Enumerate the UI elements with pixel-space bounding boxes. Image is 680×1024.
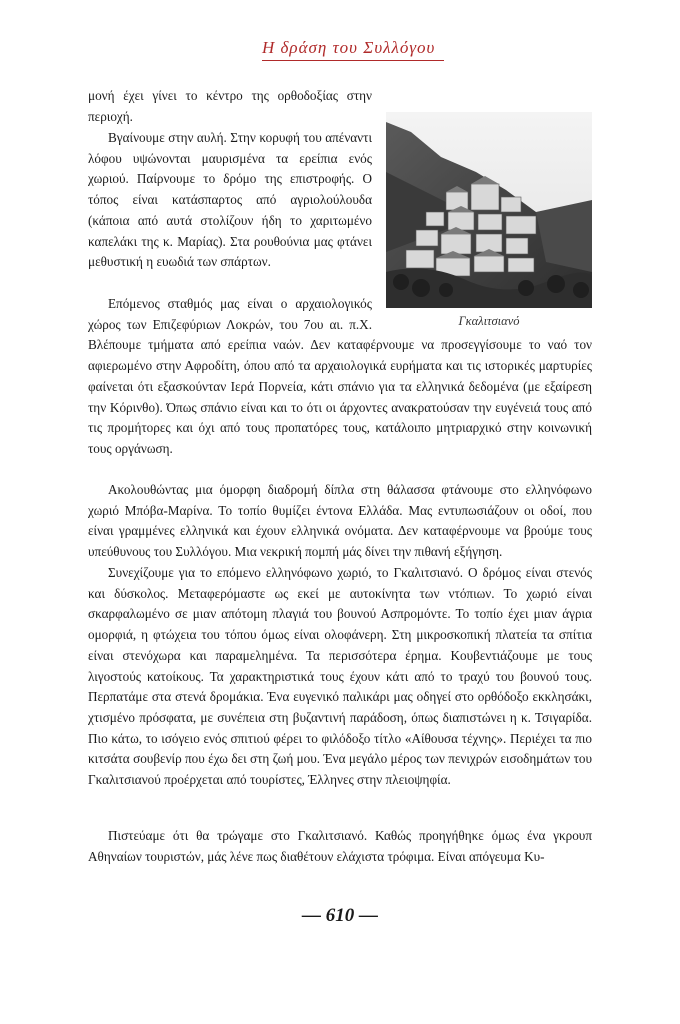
paragraph: Βγαίνουμε στην αυλή. Στην κορυφή του απέναντι λόφου υψώνονται μαυρισμένα τα ερείπια ενός χωριού. Παίρνουμε το δρόμο της επιστροφής. Ο τόπος είναι κατάσπαρτος από αγριολούλουδα (κάποια από αυτά στολίζουν ήδη το χαριτωμένο καπελάκι της κ. Μαρίας). Στα ρουθούνια μας φτάνει μεθυστική η ευωδιά των σπάρτων. xyxy=(88,130,372,270)
paragraph: Επόμενος σταθμός μας είναι ο αρχαιολογικός χώρος των Επιζεφύριων Λοκρών, του 7ου αι. π.Χ. Βλέπουμε τμήματα από ερείπια ναών. Δεν καταφέρνουμε να προσεγγίσουμε το ναό τον αφιερωμένο στην Αφροδίτη, όπου από τα αρχαιολογικά ευρήματα και τις ιστορικές μαρτυρίες φαίνεται ότι εξασκούνταν Ιερά Πορνεία, κάτι σπάνιο για τα ελληνικά δεδομένα (με εξαίρεση την Κόρινθο). Όπως σπάνιο είναι και το ότι οι άρχοντες ανακρατούσαν την ευγένειά τους από τις προμήτορες και όχι από τους προπατόρες τους, κατάλοιπο μητριαρχικό στην κοινωνική τους οργάνωση. xyxy=(88,296,592,456)
photo-caption: Γκαλιτσιανό xyxy=(458,314,520,328)
paragraph: μονή έχει γίνει το κέντρο της ορθοδοξίας στην περιοχή. xyxy=(88,88,372,124)
page-number: — 610 — xyxy=(302,905,378,926)
header-rule xyxy=(262,60,444,61)
village-photo xyxy=(386,112,592,308)
running-title: Η δράση του Συλλόγου xyxy=(262,38,436,57)
paragraph: Συνεχίζουμε για το επόμενο ελληνόφωνο χωριό, το Γκαλιτσιανό. Ο δρόμος είναι στενός και δύσκολος. Μεταφερόμαστε ως εκεί με αυτοκίνητα των ντόπιων. Το χωριό είναι σκαρφαλωμένο σε μιαν απότομη πλαγιά του βουνού Ασπρομόντε. Το τοπίο έχει μιαν άγρια ομορφιά, η φτώχεια του τόπου όμως είναι ολοφάνερη. Στη μικροσκοπική πλατεία τα σπίτια είναι στενόχωρα και παραμελημένα. Τα περισσότερα έρημα. Κουβεντιάζουμε με τους λιγοστούς κατοίκους. Τα χαρακτηριστικά τους έχουν κάτι από το τραχύ του βουνού τους. Περπατάμε στα στενά δρομάκια. Ένα ευγενικό παλικάρι μας οδηγεί στο ορθόδοξο εκκλησάκι, χτισμένο πρόσφατα, με συνέπεια στη βυζαντινή παράδοση, όπως διαπιστώνει η κ. Τσιγαρίδα. Πιο κάτω, το ισόγειο ενός σπιτιού φέρει το φιλόδοξο τίτλο «Αίθουσα τέχνης». Περιέχει τα πιο κιτσάτα σουβενίρ που έχω δει στη ζωή μου. Ένα μεγάλο μέρος των πενιχρών εισοδημάτων του Γκαλιτσιανού προέρχεται από τουρίστες, Έλληνες στην πλειοψηφία. xyxy=(88,565,592,788)
figure-wrap-spacer xyxy=(372,294,592,335)
paragraph: Πιστεύαμε ότι θα τρώγαμε στο Γκαλιτσιανό. Καθώς προηγήθηκε όμως ένα γκρουπ Αθηναίων τουριστών, μάς λένε πως διαθέτουν ελάχιστα τρόφιμα. Είναι απόγευμα Κυ- xyxy=(88,828,592,864)
paragraph: Ακολουθώντας μια όμορφη διαδρομή δίπλα στη θάλασσα φτάνουμε στο ελληνόφωνο χωριό Μπόβα-Μαρίνα. Το τοπίο θυμίζει έντονα Ελλάδα. Μας εντυπωσιάζουν οι οδοί, που είναι γραμμένες ελληνικά και έχουν ελληνικά ονόματα. Δεν καταφέρνουμε να βρούμε τους υπεύθυνους του Συλλόγου. Μια νεκρική πομπή μάς δίνει την πιθανή εξήγηση. xyxy=(88,482,592,560)
